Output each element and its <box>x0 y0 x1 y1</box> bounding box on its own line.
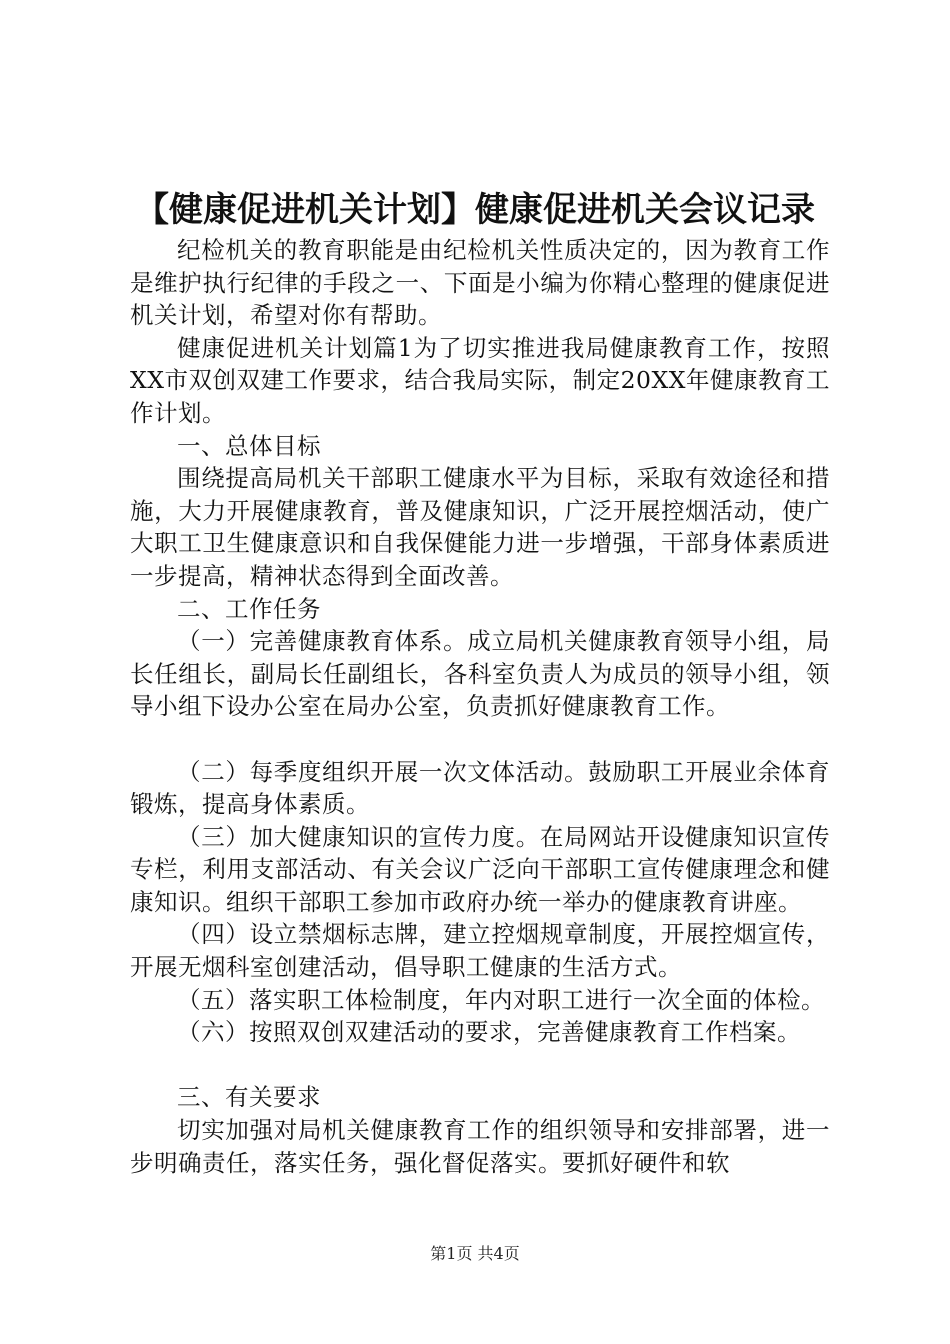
paragraph-intro: 纪检机关的教育职能是由纪检机关性质决定的，因为教育工作是维护执行纪律的手段之一、下面是小编为你精心整理的健康促进机关计划，希望对你有帮助。 <box>130 236 830 330</box>
page-number-footer: 第1页 共4页 <box>430 1244 520 1263</box>
paragraph-task-6: （六）按照双创双建活动的要求，完善健康教育工作档案。 <box>177 1018 801 1047</box>
heading-overall-goal: 一、总体目标 <box>177 431 321 460</box>
document-title: 【健康促进机关计划】健康促进机关会议记录 <box>135 190 815 230</box>
paragraph-task-3: （三）加大健康知识的宣传力度。在局网站开设健康知识宣传专栏，利用支部活动、有关会议广泛向干部职工宣传健康理念和健康知识。组织干部职工参加市政府办统一举办的健康教育讲座。 <box>130 822 830 916</box>
heading-requirements: 三、有关要求 <box>177 1083 321 1112</box>
paragraph-task-4: （四）设立禁烟标志牌，建立控烟规章制度，开展控烟宣传，开展无烟科室创建活动，倡导职工健康的生活方式。 <box>130 920 830 982</box>
paragraph-requirements: 切实加强对局机关健康教育工作的组织领导和安排部署，进一步明确责任，落实任务，强化督促落实。要抓好硬件和软 <box>130 1116 830 1177</box>
paragraph-overall-goal: 围绕提高局机关干部职工健康水平为目标，采取有效途径和措施，大力开展健康教育，普及健康知识，广泛开展控烟活动，使广大职工卫生健康意识和自我保健能力进一步增强，干部身体素质进一步提高，精神状态得到全面改善。 <box>130 464 830 590</box>
paragraph-task-2: （二）每季度组织开展一次文体活动。鼓励职工开展业余体育锻炼，提高身体素质。 <box>130 757 830 819</box>
paragraph-plan-intro: 健康促进机关计划篇1为了切实推进我局健康教育工作，按照XX市双创双建工作要求，结合我局实际，制定20XX年健康教育工作计划。 <box>130 333 830 427</box>
heading-work-tasks: 二、工作任务 <box>177 594 321 623</box>
paragraph-task-1: （一）完善健康教育体系。成立局机关健康教育领导小组，局长任组长，副局长任副组长，各科室负责人为成员的领导小组，领导小组下设办公室在局办公室，负责抓好健康教育工作。 <box>130 627 830 721</box>
paragraph-task-5: （五）落实职工体检制度，年内对职工进行一次全面的体检。 <box>177 985 825 1014</box>
document-body <box>130 234 830 1179</box>
